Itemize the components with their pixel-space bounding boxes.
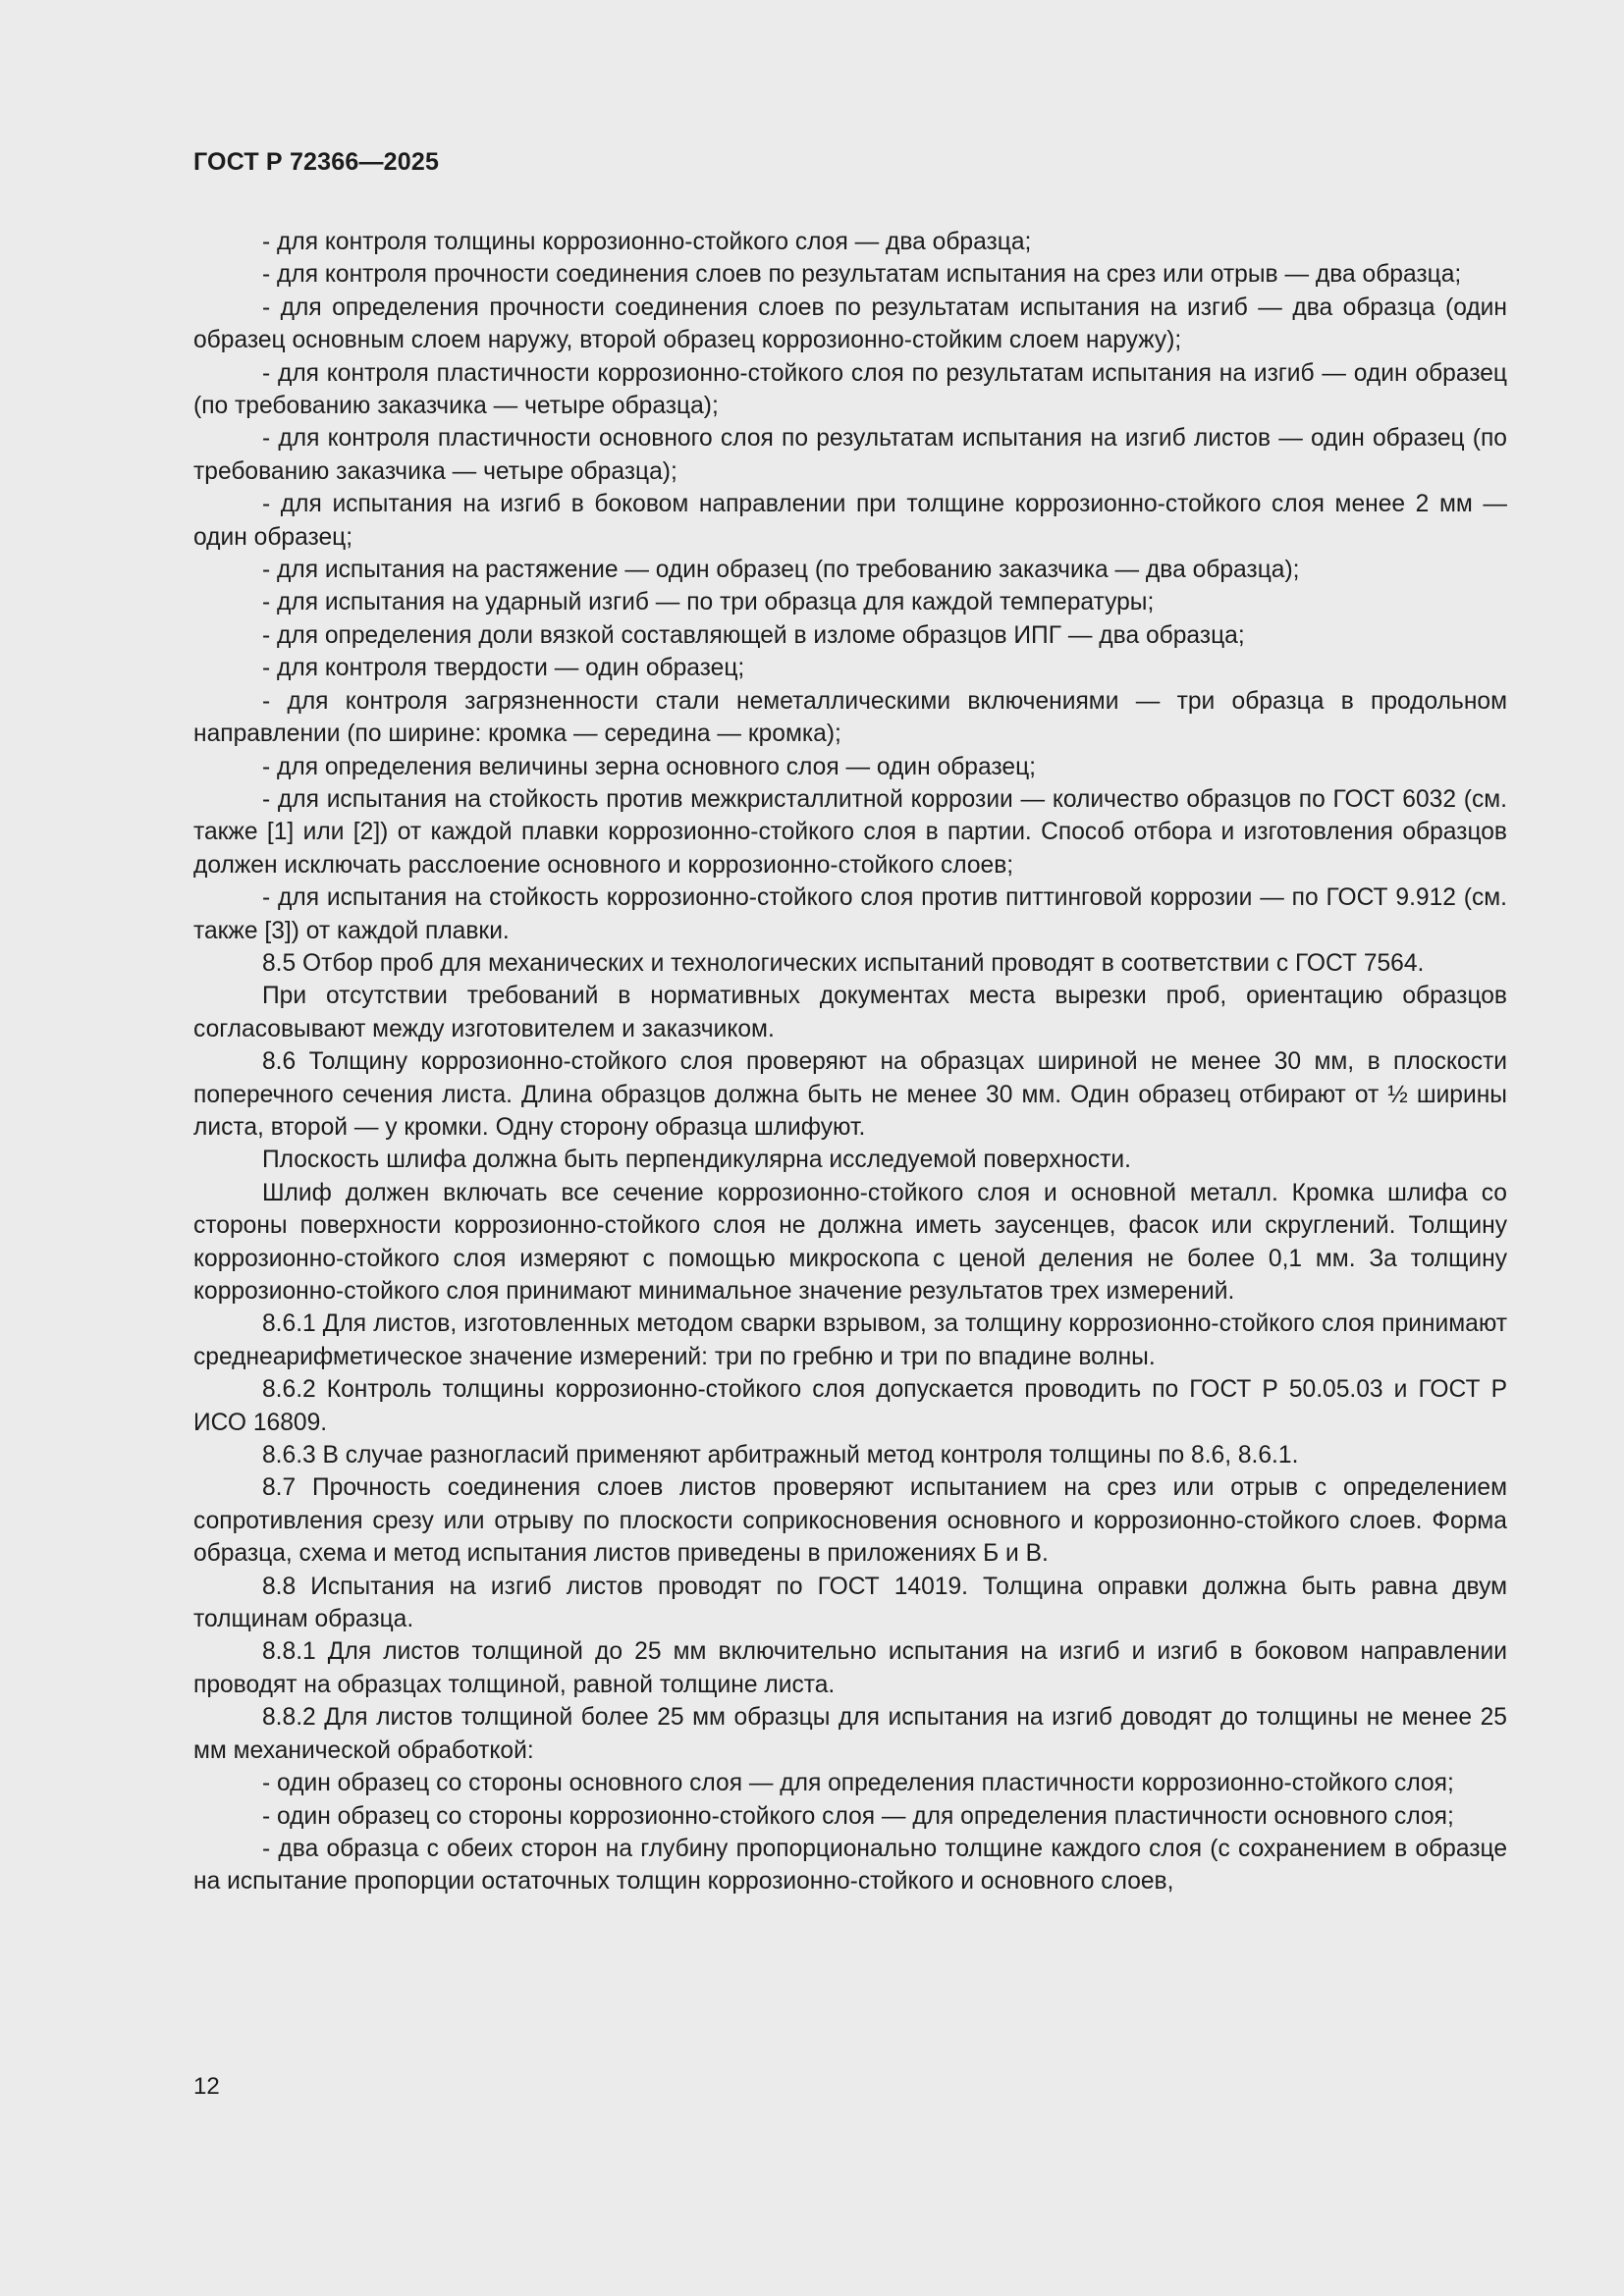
paragraph: 8.6.1 Для листов, изготовленных методом сварки взрывом, за толщину коррозионно-стойкого слоя принимают среднеарифметическое значение измерений: три по гребню и три по впадине волны. bbox=[193, 1310, 1507, 1370]
paragraph: - два образца с обеих сторон на глубину пропорционально толщине каждого слоя (с сохранением в образце на испытание пропорции остаточных толщин коррозионно-стойкого и основного слоев, bbox=[193, 1835, 1507, 1896]
paragraph: 8.6.2 Контроль толщины коррозионно-стойкого слоя допускается проводить по ГОСТ Р 50.05.03 и ГОСТ Р ИСО 16809. bbox=[193, 1376, 1507, 1436]
paragraph: 8.8.2 Для листов толщиной более 25 мм образцы для испытания на изгиб доводят до толщины не менее 25 мм механической обработкой: bbox=[193, 1704, 1507, 1764]
paragraph: - для испытания на стойкость против межкристаллитной коррозии — количество образцов по ГОСТ 6032 (см. также [1] или [2]) от каждой плавки коррозионно-стойкого слоя в партии. Способ отбора и изготовления образцов должен исключать расслоение основного и коррозионно-стойкого слоев; bbox=[193, 785, 1507, 879]
document-code-header: ГОСТ Р 72366—2025 bbox=[193, 148, 440, 176]
paragraph: - для контроля пластичности коррозионно-стойкого слоя по результатам испытания на изгиб — один образец (по требованию заказчика — четыре образца); bbox=[193, 359, 1507, 420]
paragraph: - для испытания на растяжение — один образец (по требованию заказчика — два образца); bbox=[262, 557, 1300, 584]
paragraph: 8.5 Отбор проб для механических и технологических испытаний проводят в соответствии с ГОСТ 7564. bbox=[262, 949, 1425, 977]
paragraph: - для контроля толщины коррозионно-стойкого слоя — два образца; bbox=[262, 229, 1032, 255]
paragraph: - для определения величины зерна основного слоя — один образец; bbox=[262, 753, 1036, 780]
paragraph: 8.8.1 Для листов толщиной до 25 мм включительно испытания на изгиб и изгиб в боковом направлении проводят на образцах толщиной, равной толщине листа. bbox=[193, 1638, 1507, 1698]
paragraph: Шлиф должен включать все сечение коррозионно-стойкого слоя и основной металл. Кромка шлифа со стороны поверхности коррозионно-стойкого слоя не должна иметь заусенцев, фасок или скруглений. Толщину коррозионно-стойкого слоя измеряют с помощью микроскопа с ценой деления не более 0,1 мм. За толщину коррозионно-стойкого слоя принимают минимальное значение результатов трех измерений. bbox=[193, 1179, 1507, 1305]
paragraph: - для испытания на стойкость коррозионно-стойкого слоя против питтинговой коррозии — по ГОСТ 9.912 (см. также [3]) от каждой плавки. bbox=[193, 884, 1507, 944]
paragraph: - для контроля загрязненности стали неметаллическими включениями — три образца в продольном направлении (по ширине: кромка — середина — кромка); bbox=[193, 687, 1507, 748]
page-number: 12 bbox=[193, 2073, 220, 2100]
paragraph: 8.8 Испытания на изгиб листов проводят по ГОСТ 14019. Толщина оправки должна быть равна двум толщинам образца. bbox=[193, 1573, 1507, 1633]
paragraph: - для контроля пластичности основного слоя по результатам испытания на изгиб листов — один образец (по требованию заказчика — четыре образца); bbox=[193, 425, 1507, 485]
paragraph: При отсутствии требований в нормативных документах места вырезки проб, ориентацию образцов согласовывают между изготовителем и заказчиком. bbox=[193, 983, 1507, 1042]
paragraph: 8.7 Прочность соединения слоев листов проверяют испытанием на срез или отрыв с определением сопротивления срезу или отрыву по плоскости соприкосновения основного и коррозионно-стойкого слоев. Форма образца, схема и метод испытания листов приведены в приложениях Б и В. bbox=[193, 1474, 1507, 1568]
paragraph: - один образец со стороны коррозионно-стойкого слоя — для определения пластичности основного слоя; bbox=[262, 1802, 1454, 1830]
paragraph: Плоскость шлифа должна быть перпендикулярна исследуемой поверхности. bbox=[262, 1147, 1131, 1174]
paragraph: - для контроля прочности соединения слоев по результатам испытания на срез или отрыв — два образца; bbox=[262, 261, 1462, 289]
paragraph: - для определения доли вязкой составляющей в изломе образцов ИПГ — два образца; bbox=[262, 621, 1245, 649]
paragraph: 8.6 Толщину коррозионно-стойкого слоя проверяют на образцах шириной не менее 30 мм, в плоскости поперечного сечения листа. Длина образцов должна быть не менее 30 мм. Один образец отбирают от ½ ширины листа, второй — у кромки. Одну сторону образца шлифуют. bbox=[193, 1048, 1507, 1141]
paragraph: - для контроля твердости — один образец; bbox=[262, 655, 745, 682]
paragraph: 8.6.3 В случае разногласий применяют арбитражный метод контроля толщины по 8.6, 8.6.1. bbox=[262, 1442, 1299, 1469]
page-body bbox=[193, 226, 1507, 1898]
paragraph: - один образец со стороны основного слоя — для определения пластичности коррозионно-стойкого слоя; bbox=[262, 1770, 1454, 1797]
paragraph: - для испытания на изгиб в боковом направлении при толщине коррозионно-стойкого слоя менее 2 мм — один образец; bbox=[193, 491, 1507, 551]
paragraph: - для определения прочности соединения слоев по результатам испытания на изгиб — два образца (один образец основным слоем наружу, второй образец коррозионно-стойким слоем наружу); bbox=[193, 294, 1507, 354]
paragraph: - для испытания на ударный изгиб — по три образца для каждой температуры; bbox=[262, 589, 1155, 616]
